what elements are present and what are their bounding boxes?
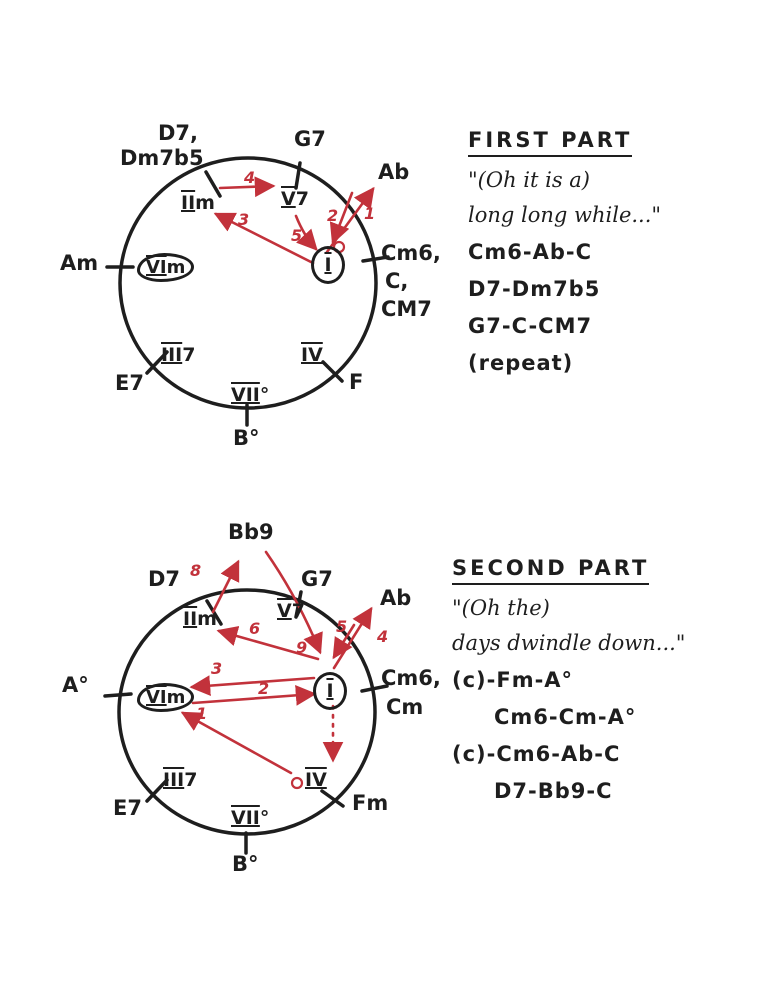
first-part-chords-1: Cm6-Ab-C: [468, 240, 593, 264]
label-iim: IIm: [181, 192, 215, 214]
arrow-8-iim-to-bb9: [213, 562, 238, 612]
label-ab: Ab: [378, 160, 410, 184]
step-number-2: 2: [327, 206, 339, 225]
label-e7: E7: [113, 796, 142, 820]
second-part-chords-2: Cm6-Cm-A°: [494, 705, 637, 729]
first-part-lyric-2: long long while...": [468, 203, 662, 227]
label-a-dim: A°: [62, 673, 89, 697]
label-fm: Fm: [352, 791, 389, 815]
label-ab: Ab: [380, 586, 412, 610]
label-f: F: [349, 370, 364, 394]
step-number-3: 3: [211, 659, 223, 678]
label-i-circled: I: [313, 672, 347, 710]
first-part-chords-2: D7-Dm7b5: [468, 277, 601, 301]
label-v7: V7: [277, 600, 305, 622]
label-vii-dim: VII°: [231, 807, 270, 829]
label-c: C,: [385, 269, 409, 293]
label-vim-circled: VI m: [137, 253, 194, 282]
step-number-6: 6: [249, 619, 261, 638]
step-number-9: 9: [296, 638, 308, 657]
step-number-4: 4: [244, 168, 256, 187]
label-cm6: Cm6,: [381, 666, 441, 690]
label-vii-dim: VII°: [231, 384, 270, 406]
label-iii7: III7: [161, 344, 196, 366]
step-number-8: 8: [190, 561, 202, 580]
label-b-dim: B°: [233, 426, 260, 450]
step-number-2: 2: [258, 679, 270, 698]
arrow-3-i-to-vim: [192, 678, 314, 687]
second-part-title: SECOND PART: [452, 556, 649, 585]
tick-a-dim: [105, 694, 131, 696]
label-b-dim: B°: [232, 852, 259, 876]
second-part-chords-4: D7-Bb9-C: [494, 779, 613, 803]
first-part-lyric-1: "(Oh it is a): [468, 168, 590, 192]
label-cm6: Cm6,: [381, 241, 441, 265]
step-number-5: 5: [336, 617, 348, 636]
label-iv: IV: [305, 769, 327, 791]
label-dm7b5: Dm7b5: [120, 146, 204, 170]
step-number-4: 4: [377, 627, 389, 646]
target-dot-iv: [292, 778, 302, 788]
label-d7: D7,: [158, 121, 199, 145]
arrow-2-vim-to-i: [193, 694, 314, 703]
label-cm7: CM7: [381, 297, 432, 321]
step-number-5: 5: [291, 226, 303, 245]
label-g7: G7: [301, 567, 333, 591]
second-part-chords-3: (c)-Cm6-Ab-C: [452, 742, 621, 766]
label-cm: Cm: [386, 695, 424, 719]
first-part-chords-3: G7-C-CM7: [468, 314, 593, 338]
second-part-lyric-1: "(Oh the): [452, 596, 550, 620]
step-number-1: 1: [196, 704, 208, 723]
step-number-3: 3: [238, 210, 250, 229]
first-part-notes: [468, 128, 661, 375]
step-number-1: 1: [364, 204, 376, 223]
label-bb9: Bb9: [228, 520, 274, 544]
label-iim: IIm: [183, 608, 217, 630]
label-d7: D7: [148, 567, 181, 591]
label-vim-circled: VI m: [137, 683, 194, 712]
second-part-lyric-2: days dwindle down...": [452, 631, 686, 655]
label-am: Am: [60, 251, 99, 275]
label-e7: E7: [115, 371, 144, 395]
label-iii7: III7: [163, 769, 198, 791]
first-part-repeat: (repeat): [468, 351, 574, 375]
label-i-circled: I: [311, 246, 345, 284]
label-g7: G7: [294, 127, 326, 151]
label-v7: V7: [281, 188, 309, 210]
label-iv: IV: [301, 344, 323, 366]
second-part-chords-1: (c)-Fm-A°: [452, 668, 574, 692]
first-part-title: FIRST PART: [468, 128, 632, 157]
second-part-notes: [452, 556, 685, 803]
